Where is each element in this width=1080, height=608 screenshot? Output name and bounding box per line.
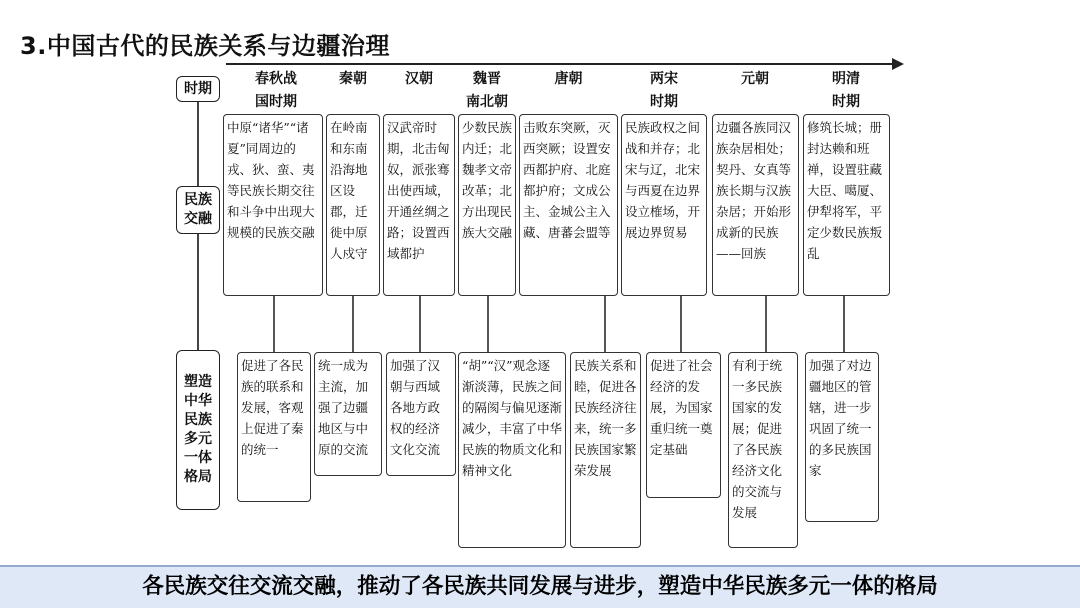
page-title: 3.中国古代的民族关系与边疆治理 xyxy=(20,32,390,60)
row-label-connector xyxy=(197,102,199,186)
summary-footer: 各民族交往交流交融，推动了各民族共同发展与进步，塑造中华民族多元一体的格局 xyxy=(0,565,1080,608)
row-label-period: 时期 xyxy=(176,76,220,102)
fusion-box-yuan: 边疆各族同汉族杂居相处；契丹、女真等族长期与汉族杂居；开始形成新的民族——回族 xyxy=(712,114,799,296)
row-label-pattern: 塑造 中华 民族 多元 一体 格局 xyxy=(176,350,220,510)
period-weijin: 魏晋 南北朝 xyxy=(466,71,508,110)
connector-line xyxy=(765,296,767,352)
fusion-box-chunqiu: 中原“诸华”“诸夏”同周边的戎、狄、蛮、夷等民族长期交往和斗争中出现大规模的民族交融 xyxy=(223,114,323,296)
effect-box-mingqing: 加强了对边疆地区的管辖，进一步巩固了统一的多民族国家 xyxy=(805,352,879,522)
fusion-box-tang: 击败东突厥，灭西突厥；设置安西都护府、北庭都护府；文成公主、金城公主入藏、唐蕃会盟等 xyxy=(519,114,618,296)
connector-line xyxy=(352,296,354,352)
effect-box-song: 促进了社会经济的发展，为国家重归统一奠定基础 xyxy=(646,352,721,498)
effect-box-tang: 民族关系和睦，促进各民族经济往来，统一多民族国家繁荣发展 xyxy=(570,352,641,548)
period-mingqing: 明清 时期 xyxy=(832,71,860,110)
timeline-axis xyxy=(226,63,896,65)
effect-box-weijin: “胡”“汉”观念逐渐淡薄，民族之间的隔阂与偏见逐渐减少，丰富了中华民族的物质文化和精神文化 xyxy=(458,352,566,548)
fusion-box-mingqing: 修筑长城；册封达赖和班禅，设置驻藏大臣、噶厦、伊犁将军，平定少数民族叛乱 xyxy=(803,114,890,296)
period-han: 汉朝 xyxy=(405,71,433,87)
period-qin: 秦朝 xyxy=(339,71,367,87)
row-label-fusion: 民族 交融 xyxy=(176,186,220,234)
connector-line xyxy=(843,296,845,352)
connector-line xyxy=(273,296,275,352)
fusion-box-han: 汉武帝时期，北击匈奴，派张骞出使西域，开通丝绸之路；设置西域都护 xyxy=(383,114,455,296)
period-tang: 唐朝 xyxy=(554,71,583,87)
effect-box-yuan: 有利于统一多民族国家的发展；促进了各民族经济文化的交流与发展 xyxy=(728,352,798,548)
row-label-connector xyxy=(197,234,199,350)
period-yuan: 元朝 xyxy=(741,71,769,87)
timeline-arrow-icon xyxy=(892,58,904,70)
fusion-box-song: 民族政权之间战和并存；北宋与辽，北宋与西夏在边界设立榷场，开展边界贸易 xyxy=(621,114,707,296)
fusion-box-qin: 在岭南和东南沿海地区设郡，迁徙中原人戍守 xyxy=(326,114,380,296)
effect-box-han: 加强了汉朝与西域各地方政权的经济文化交流 xyxy=(386,352,456,476)
effect-box-chunqiu: 促进了各民族的联系和发展，客观上促进了秦的统一 xyxy=(237,352,311,502)
connector-line xyxy=(419,296,421,352)
period-song: 两宋 时期 xyxy=(650,71,678,110)
connector-line xyxy=(604,296,606,352)
connector-line xyxy=(680,296,682,352)
effect-box-qin: 统一成为主流，加强了边疆地区与中原的交流 xyxy=(314,352,382,476)
fusion-box-weijin: 少数民族内迁；北魏孝文帝改革；北方出现民族大交融 xyxy=(458,114,516,296)
connector-line xyxy=(487,296,489,352)
period-chunqiu: 春秋战 国时期 xyxy=(255,71,297,110)
